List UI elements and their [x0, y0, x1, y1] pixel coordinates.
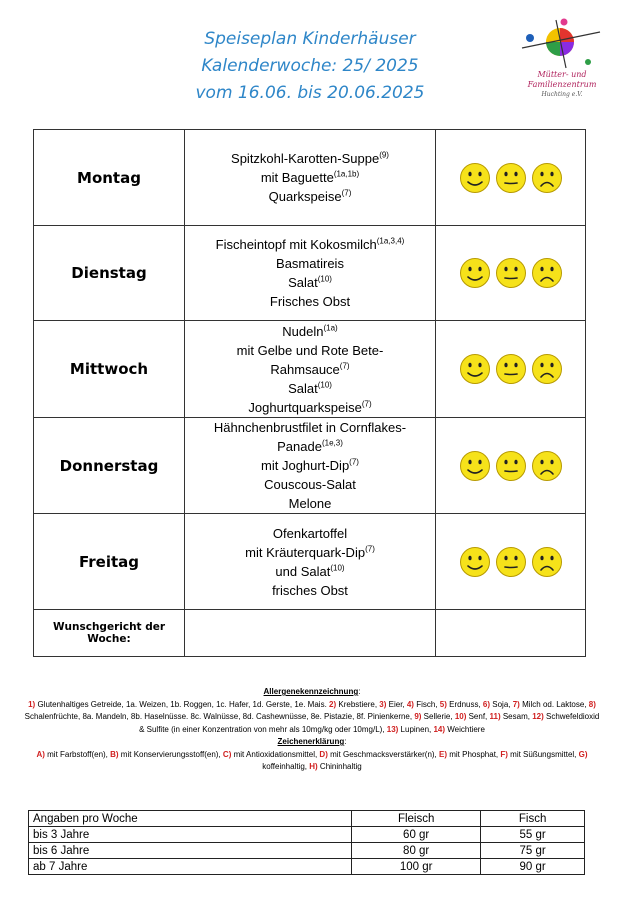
wish-label: Wunschgericht der Woche:: [34, 610, 185, 657]
wish-input-cell[interactable]: [185, 610, 436, 657]
amount-value: 80 gr: [352, 843, 481, 859]
dish-text: mit Gelbe und Rote Bete-: [236, 342, 384, 358]
logo-graphic: [516, 18, 608, 70]
legend-text: Senf,: [466, 712, 490, 721]
day-label: Mittwoch: [69, 360, 149, 378]
allergen-ref: (1a,1b): [333, 169, 360, 179]
dish-text: Panade: [277, 439, 322, 454]
allergen-ref: (1e,3): [321, 438, 343, 448]
dish-line: [185, 149, 435, 168]
dish-text: Fischeintopf mit Kokosmilch: [215, 237, 377, 252]
menu-row: [34, 321, 586, 418]
legend-text: Erdnuss,: [446, 699, 483, 709]
dish-text: Ofenkartoffel: [272, 525, 348, 541]
logo-line3: Huchting e.V.: [541, 91, 583, 98]
neutral-face-icon[interactable]: [495, 353, 527, 385]
dish-text: Spitzkohl-Karotten-Suppe: [231, 151, 380, 166]
dish-text: Hähnchenbrustfilet in Cornflakes-: [213, 420, 407, 435]
allergen-ref: (10): [317, 380, 332, 390]
happy-face-icon[interactable]: [459, 450, 491, 482]
dish-cell: [185, 321, 436, 418]
menu-row: [34, 514, 586, 610]
legend-key: 14): [433, 724, 446, 734]
amount-header: Fleisch: [352, 811, 481, 827]
sad-face-icon[interactable]: [531, 450, 563, 482]
legend-key: H): [309, 762, 318, 771]
logo-line2: Familienzentrum: [527, 80, 597, 89]
signs-title: Zeichenerklärung: [277, 737, 345, 746]
legend-text: mit Geschmacksverstärker(n),: [327, 749, 440, 759]
dish-text: mit Baguette: [260, 170, 334, 185]
age-group: bis 3 Jahre: [29, 827, 352, 843]
header-week: Kalenderwoche: 25/ 2025: [201, 56, 419, 76]
legend-text: Lupinen,: [398, 724, 434, 734]
dish-cell: [185, 226, 436, 321]
dish-text: Rahmsauce: [270, 361, 340, 377]
dish-line: [185, 398, 435, 417]
dish-line: [185, 360, 435, 379]
age-group: bis 6 Jahre: [29, 843, 352, 859]
dish-line: [185, 456, 435, 475]
dish-line: [185, 524, 435, 543]
legend-key: 6): [482, 699, 491, 709]
legend-key: 12): [532, 712, 544, 721]
allergen-ref: (10): [330, 563, 345, 573]
allergen-title-colon: :: [358, 687, 361, 696]
sad-face-icon[interactable]: [531, 546, 563, 578]
legend-text: Schwefeldioxid & Sulfite (in einer Konzentration von mehr als 10mg/kg oder 10mg/L),: [139, 712, 600, 734]
allergen-ref: (7): [339, 361, 350, 371]
legend-key: 9): [414, 712, 422, 721]
allergen-ref: (7): [341, 188, 352, 198]
legend-text: mit Konservierungsstoff(en),: [118, 749, 223, 759]
menu-table: [33, 129, 586, 657]
legend-text: Soja,: [490, 699, 513, 709]
dish-cell: [185, 418, 436, 514]
day-label: Montag: [77, 168, 141, 187]
rating-cell: [436, 514, 586, 610]
dish-line: [185, 341, 435, 360]
menu-row: [34, 418, 586, 514]
amount-header-row: [29, 811, 585, 827]
amount-value: 100 gr: [352, 859, 481, 875]
legend-key: G): [578, 749, 588, 759]
dish-cell: [185, 514, 436, 610]
wish-row: [34, 610, 586, 657]
day-label: Donnerstag: [59, 456, 159, 475]
dish-line: [185, 418, 435, 437]
amount-value: 90 gr: [481, 859, 585, 875]
amount-value: 60 gr: [352, 827, 481, 843]
amount-value: 75 gr: [481, 843, 585, 859]
rating-cell: [436, 226, 586, 321]
legend-text: Chininhaltig: [317, 762, 362, 771]
dish-text: Couscous-Salat: [264, 477, 356, 492]
sad-face-icon[interactable]: [531, 162, 563, 194]
allergen-ref: (7): [365, 544, 375, 554]
header-dates: vom 16.06. bis 20.06.2025: [195, 83, 425, 103]
legend-key: F): [500, 749, 508, 759]
neutral-face-icon[interactable]: [495, 450, 527, 482]
dish-text: und Salat: [275, 563, 331, 579]
header-title: Speiseplan Kinderhäuser: [204, 29, 416, 49]
day-name: [34, 321, 185, 418]
allergen-ref: (10): [317, 274, 332, 284]
legend-key: 8): [588, 699, 596, 709]
dish-line: [185, 581, 435, 600]
legend-key: A): [36, 749, 45, 759]
wish-rating-cell[interactable]: [436, 610, 586, 657]
legend-text: koffeinhaltig,: [262, 762, 310, 771]
day-name: [34, 514, 185, 610]
dish-line: [185, 187, 435, 206]
legend-key: 2): [329, 699, 337, 709]
legend-text: mit Antioxidationsmittel,: [231, 749, 320, 759]
legend-text: Sellerie,: [421, 712, 455, 721]
legend-text: mit Phosphat,: [447, 749, 501, 759]
dish-text: Salat: [288, 275, 318, 290]
happy-face-icon[interactable]: [459, 546, 491, 578]
legend-key: 1): [28, 699, 36, 709]
allergen-ref: (7): [361, 399, 372, 409]
dish-text: mit Joghurt-Dip: [261, 458, 350, 473]
rating-cell: [436, 418, 586, 514]
dish-text: Basmatireis: [276, 256, 344, 271]
allergen-legend: [22, 686, 602, 774]
menu-header: [160, 26, 460, 107]
age-group: ab 7 Jahre: [29, 859, 352, 875]
legend-text: mit Süßungsmittel,: [507, 749, 579, 759]
day-label: Freitag: [78, 552, 140, 571]
dish-line: [185, 494, 435, 513]
center-logo: [516, 18, 608, 118]
legend-key: 13): [386, 724, 399, 734]
logo-line1: Mütter- und: [537, 70, 587, 79]
day-name: [34, 418, 185, 514]
legend-key: 4): [406, 699, 414, 709]
legend-key: 3): [379, 699, 387, 709]
signs-list: [22, 749, 602, 774]
allergen-ref: (1a,3,4): [376, 236, 405, 246]
dish-line: [185, 475, 435, 494]
day-name: [34, 130, 185, 226]
rating-cell: [436, 321, 586, 418]
dish-text: frisches Obst: [272, 582, 348, 598]
dish-line: [185, 543, 435, 562]
logo-text: [516, 70, 608, 100]
neutral-face-icon[interactable]: [495, 162, 527, 194]
legend-key: D): [319, 749, 328, 759]
legend-key: 10): [454, 712, 467, 721]
amount-row: [29, 827, 585, 843]
dish-text: Salat: [288, 380, 318, 396]
happy-face-icon[interactable]: [459, 162, 491, 194]
dish-text: Nudeln: [282, 323, 324, 339]
legend-text: Eier,: [386, 699, 407, 709]
day-label: Dienstag: [71, 264, 147, 282]
legend-text: Fisch,: [413, 699, 440, 709]
happy-face-icon[interactable]: [459, 257, 491, 289]
dish-line: [185, 254, 435, 273]
allergen-ref: (7): [349, 457, 359, 467]
amount-row: [29, 843, 585, 859]
signs-title-colon: :: [344, 737, 347, 746]
legend-key: 7): [512, 699, 520, 709]
legend-text: Schalenfrüchte, 8a. Mandeln, 8b. Haselnüsse. 8c. Walnüsse, 8d. Cashewnüsse, 8e. Pistazie, 8f. Pinienkerne,: [24, 712, 415, 721]
rating-cell: [436, 130, 586, 226]
dish-line: [185, 292, 435, 311]
neutral-face-icon[interactable]: [495, 546, 527, 578]
legend-key: 5): [439, 699, 447, 709]
dish-line: [185, 562, 435, 581]
allergen-list: [22, 699, 602, 737]
amount-row: [29, 859, 585, 875]
amount-table: [28, 810, 585, 875]
legend-key: B): [110, 749, 119, 759]
dish-line: [185, 273, 435, 292]
menu-row: [34, 130, 586, 226]
allergen-title: Allergenekennzeichnung: [263, 687, 359, 696]
amount-header: Fisch: [481, 811, 585, 827]
legend-text: Weichtiere: [445, 724, 485, 734]
legend-text: Krebstiere,: [336, 699, 380, 709]
amount-header: Angaben pro Woche: [29, 811, 352, 827]
dish-line: [185, 322, 435, 341]
allergen-ref: (1a): [323, 323, 338, 333]
menu-row: [34, 226, 586, 321]
legend-text: mit Farbstoff(en),: [44, 749, 111, 759]
dish-line: [185, 437, 435, 456]
sad-face-icon[interactable]: [531, 257, 563, 289]
dish-text: Melone: [288, 496, 332, 511]
legend-key: 11): [489, 712, 501, 721]
day-name: [34, 226, 185, 321]
dish-line: [185, 379, 435, 398]
happy-face-icon[interactable]: [459, 353, 491, 385]
sad-face-icon[interactable]: [531, 353, 563, 385]
dish-text: Quarkspeise: [268, 189, 342, 204]
dish-text: mit Kräuterquark-Dip: [245, 544, 366, 560]
allergen-ref: (9): [379, 150, 389, 160]
dish-line: [185, 235, 435, 254]
legend-text: Milch od. Laktose,: [519, 699, 589, 709]
amount-value: 55 gr: [481, 827, 585, 843]
neutral-face-icon[interactable]: [495, 257, 527, 289]
dish-text: Frisches Obst: [269, 294, 351, 309]
legend-text: Glutenhaltiges Getreide, 1a. Weizen, 1b. Roggen, 1c. Hafer, 1d. Gerste, 1e. Mais.: [35, 699, 330, 709]
dish-line: [185, 168, 435, 187]
legend-text: Sesam,: [500, 712, 533, 721]
legend-key: E): [439, 749, 448, 759]
dish-cell: [185, 130, 436, 226]
legend-key: C): [222, 749, 232, 759]
dish-text: Joghurtquarkspeise: [248, 399, 362, 415]
